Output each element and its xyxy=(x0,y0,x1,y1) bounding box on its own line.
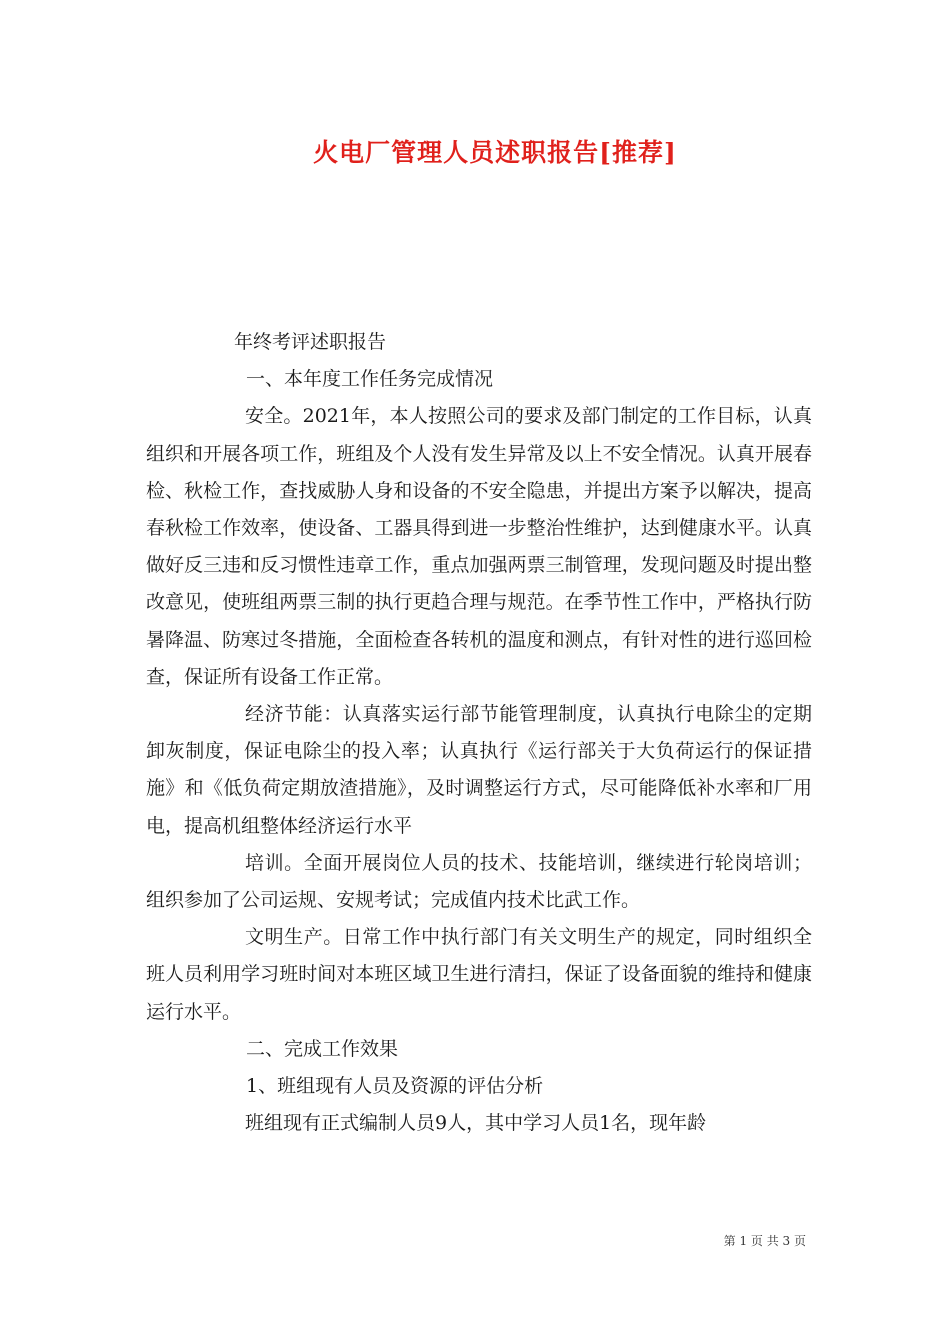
paragraph-training: 培训。全面开展岗位人员的技术、技能培训，继续进行轮岗培训；组织参加了公司运规、安规考试；完成值内技术比武工作。 xyxy=(146,851,812,912)
paragraph-staff: 班组现有正式编制人员9人，其中学习人员1名，现年龄 xyxy=(245,1112,707,1135)
paragraph-economy: 经济节能：认真落实运行部节能管理制度，认真执行电除尘的定期卸灰制度，保证电除尘的投入率；认真执行《运行部关于大负荷运行的保证措施》和《低负荷定期放渣措施》，及时调整运行方式，尽可能降低补水率和厂用电，提高机组整体经济运行水平 xyxy=(146,703,812,837)
document-body xyxy=(146,324,812,1142)
paragraph-safety: 安全。2021年，本人按照公司的要求及部门制定的工作目标，认真组织和开展各项工作，班组及个人没有发生异常及以上不安全情况。认真开展春检、秋检工作，查找威胁人身和设备的不安全隐患，并提出方案予以解决，提高春秋检工作效率，使设备、工器具得到进一步整治性维护，达到健康水平。认真做好反三违和反习惯性违章工作，重点加强两票三制管理，发现问题及时提出整改意见，使班组两票三制的执行更趋合理与规范。在季节性工作中，严格执行防暑降温、防寒过冬措施，全面检查各转机的温度和测点，有针对性的进行巡回检查，保证所有设备工作正常。 xyxy=(146,405,812,688)
subsection-heading-1: 1、班组现有人员及资源的评估分析 xyxy=(246,1075,544,1098)
section-heading-2: 二、完成工作效果 xyxy=(246,1037,399,1060)
document-title: 火电厂管理人员述职报告[推荐] xyxy=(313,138,677,167)
report-subtitle: 年终考评述职报告 xyxy=(234,331,387,353)
paragraph-civilized-production: 文明生产。日常工作中执行部门有关文明生产的规定，同时组织全班人员利用学习班时间对本班区域卫生进行清扫，保证了设备面貌的维持和健康运行水平。 xyxy=(146,926,812,1023)
section-heading-1: 一、本年度工作任务完成情况 xyxy=(246,368,494,391)
page-number-footer: 第 1 页 共 3 页 xyxy=(723,1234,806,1248)
